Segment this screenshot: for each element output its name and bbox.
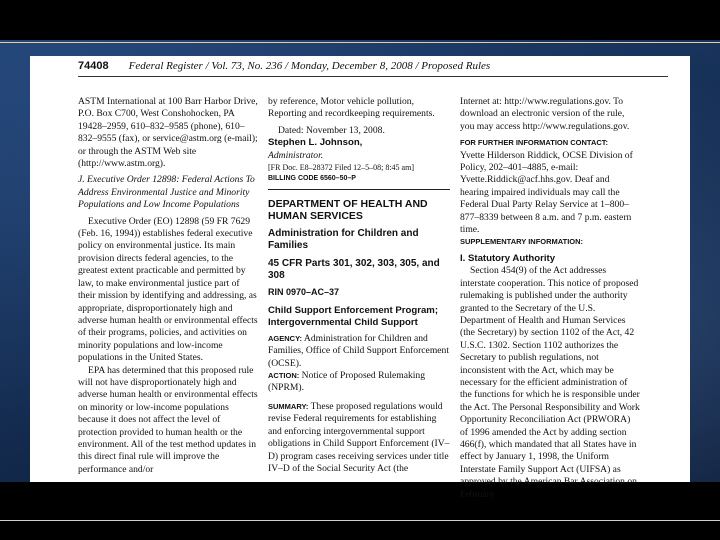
executive-order-heading: J. Executive Order 12898: Federal Actions To Address Environmental Justice and Minority Populations and Low Income Populations [78,174,255,211]
page-header [78,60,668,77]
top-divider-line [0,42,720,43]
statutory-authority-heading: I. Statutory Authority [460,252,556,264]
top-black-band [0,0,720,40]
rin-number: RIN 0970–AC–37 [268,287,340,298]
further-info-label: FOR FURTHER INFORMATION CONTACT: [460,138,609,148]
column-1 [78,96,258,476]
continued-paragraph: by reference, Motor vehicle pollution, Reporting and recordkeeping requirements. [268,96,435,120]
bottom-divider-line [0,520,720,521]
agency-text: Administration for Children and Families, Office of Child Support Enforcement (OCSE). [268,332,450,369]
summary-label: SUMMARY: [268,401,309,411]
administration-heading: Administration for Children and Families [268,228,419,252]
internet-paragraph: Internet at: http://www.regulations.gov. To download an electronic version of the rule, you may access http://www.regulations.gov. [460,96,630,132]
statutory-authority-body: Section 454(9) of the Act addresses interstate cooperation. This notice of proposed rulemaking is published under the authority granted to the Secretary of the U.S. Department of Health and Human Services (the Secretary) by section 1102 of the Act, 42 U.S.C. 1302. Section 1102 authorizes the Secretary to publish regulations, not inconsistent with the Act, which may be necessary for the efficient administration of the functions for which he is responsible under the Act. The Personal Responsibility and Work Opportunity Reconciliation Act (PRWORA) of 1996 amended the Act by adding section 466(f), which mandated that all States have in effect by January 1, 1998, the Uniform Interstate Family Support Act (UIFSA) as approved by the American Bar Association on February [460,265,640,500]
eo-paragraph: Executive Order (EO) 12898 (59 FR 7629 (Feb. 16, 1994)) establishes federal executive policy on environmental justice. Its main provision directs federal agencies, to the greatest extent practicable and permitted by law, to make environmental justice part of their mission by identifying and addressing, as appropriate, disproportionately high and adverse human health or environmental effects of their programs, policies, and activities on minority populations and low-income populations in the United States. [78,215,258,364]
astm-paragraph: ASTM International at 100 Barr Harbor Drive, P.O. Box C700, West Conshohocken, PA 19428–2959, 610–832–9585 (phone), 610–832–9555 (fax), or service@astm.org (e-mail); or through the ASTM Web site (http://www.astm.org). [78,96,258,170]
running-head: Federal Register / Vol. 73, No. 236 / Monday, December 8, 2008 / Proposed Rules [128,60,491,72]
agency-label: AGENCY: [268,333,303,343]
summary-block [268,401,450,475]
dated-line: Dated: November 13, 2008. [278,124,385,136]
page-number: 74408 [78,60,109,72]
department-heading: DEPARTMENT OF HEALTH AND HUMAN SERVICES [268,198,428,223]
agency-block [268,333,450,370]
column-3 [460,96,640,501]
fr-doc-line: [FR Doc. E8–28372 Filed 12–5–08; 8:45 am] [268,163,414,173]
further-info-text: Yvette Hilderson Riddick, OCSE Division of Policy, 202–401–4885, e-mail: Yvette.Riddick@acf.hhs.gov. Deaf and hearing impaired individuals may call the Federal Dual Party Relay Service at 1–800–877–8339 between 8 a.m. and 7 p.m. eastern time. [460,149,633,236]
supplementary-label: SUPPLEMENTARY INFORMATION: [460,237,584,247]
summary-text: These proposed regulations would revise Federal requirements for establishing and enforcing intergovernmental support obligations in Child Support Enforcement (IV–D) program cases receiving services under title IV–D of the Social Security Act (the [268,400,450,474]
signer-name: Stephen L. Johnson, [268,137,363,149]
action-label: ACTION: [268,371,300,381]
signer-title: Administrator. [268,149,324,161]
epa-paragraph: EPA has determined that this proposed rule will not have disproportionately high and adverse human health or environmental effects on minority or low-income populations because it does not affect the level of protection provided to human health or the environment. All of the test method updates in this direct final rule will improve the performance and/or [78,364,258,475]
section-rule [268,189,450,190]
program-title: Child Support Enforcement Program; Intergovernmental Child Support [268,304,439,328]
column-2 [268,96,450,475]
action-block [268,370,450,395]
billing-code: BILLING CODE 6560–50–P [268,175,356,183]
document-page [30,56,690,500]
cfr-parts-heading: 45 CFR Parts 301, 302, 303, 305, and 308 [268,258,440,282]
action-text: Notice of Proposed Rulemaking (NPRM). [268,370,426,394]
